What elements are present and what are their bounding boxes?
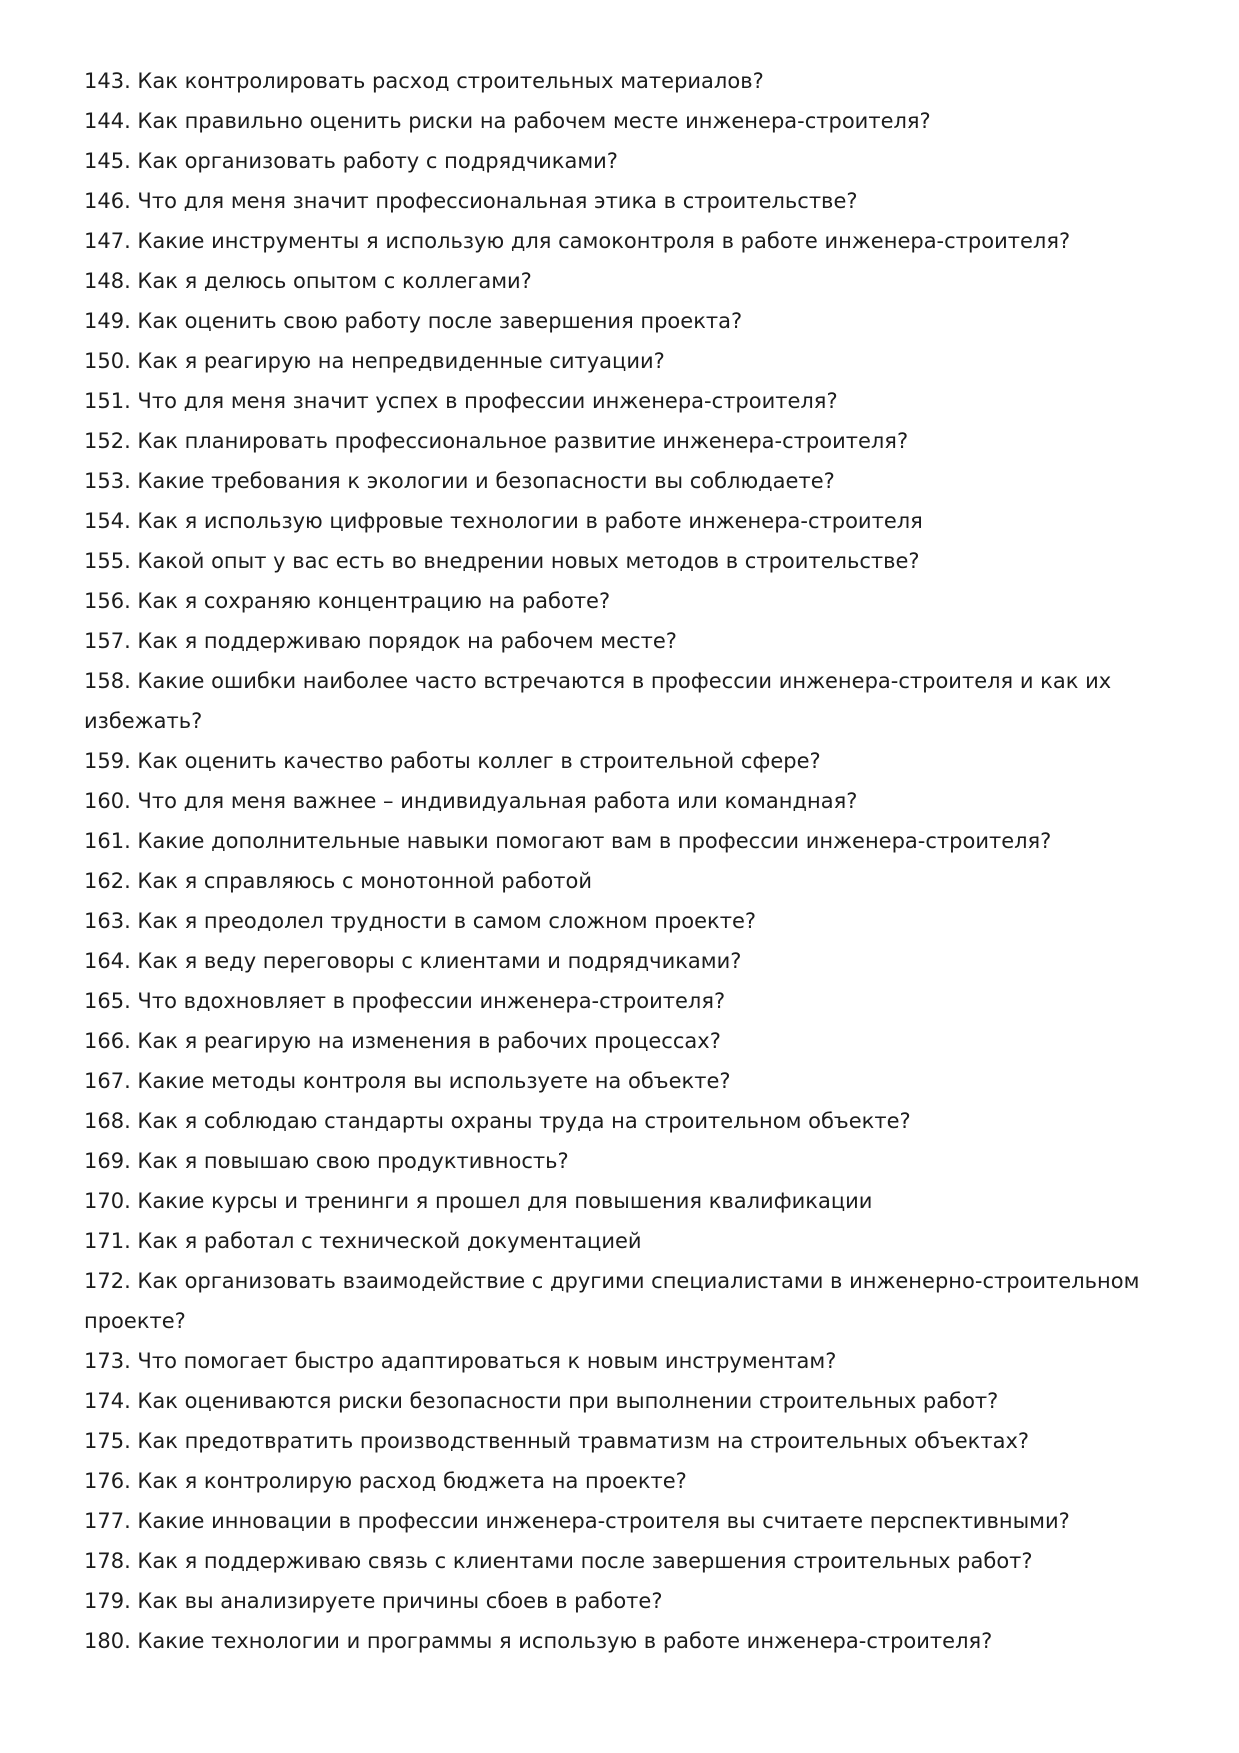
- list-item: 172. Как организовать взаимодействие с другими специалистами в инженерно-строительном проекте?: [84, 1269, 1140, 1333]
- list-item: 163. Как я преодолел трудности в самом сложном проекте?: [84, 909, 757, 933]
- list-item: 146. Что для меня значит профессиональная этика в строительстве?: [84, 189, 858, 213]
- list-item: 166. Как я реагирую на изменения в рабочих процессах?: [84, 1029, 721, 1053]
- list-item: 177. Какие инновации в профессии инженера-строителя вы считаете перспективными?: [84, 1509, 1070, 1533]
- list-item: 174. Как оцениваются риски безопасности при выполнении строительных работ?: [84, 1389, 999, 1413]
- list-item: 173. Что помогает быстро адаптироваться к новым инструментам?: [84, 1349, 837, 1373]
- list-item: 149. Как оценить свою работу после завершения проекта?: [84, 309, 743, 333]
- list-item: 175. Как предотвратить производственный травматизм на строительных объектах?: [84, 1429, 1030, 1453]
- list-item: 150. Как я реагирую на непредвиденные ситуации?: [84, 349, 665, 373]
- list-item: 156. Как я сохраняю концентрацию на работе?: [84, 589, 611, 613]
- list-item: 179. Как вы анализируете причины сбоев в работе?: [84, 1589, 663, 1613]
- list-item: 176. Как я контролирую расход бюджета на проекте?: [84, 1469, 687, 1493]
- list-item: 178. Как я поддерживаю связь с клиентами после завершения строительных работ?: [84, 1549, 1033, 1573]
- list-item: 155. Какой опыт у вас есть во внедрении новых методов в строительстве?: [84, 549, 920, 573]
- list-item: 164. Как я веду переговоры с клиентами и подрядчиками?: [84, 949, 742, 973]
- list-item: 154. Как я использую цифровые технологии в работе инженера-строителя: [84, 509, 923, 533]
- list-item: 148. Как я делюсь опытом с коллегами?: [84, 269, 532, 293]
- question-list: [84, 61, 1159, 1661]
- list-item: 152. Как планировать профессиональное развитие инженера-строителя?: [84, 429, 909, 453]
- list-item: 159. Как оценить качество работы коллег в строительной сфере?: [84, 749, 821, 773]
- list-item: 161. Какие дополнительные навыки помогают вам в профессии инженера-строителя?: [84, 829, 1052, 853]
- list-item: 158. Какие ошибки наиболее часто встречаются в профессии инженера-строителя и как их избежать?: [84, 669, 1112, 733]
- list-item: 143. Как контролировать расход строительных материалов?: [84, 69, 764, 93]
- list-item: 162. Как я справляюсь с монотонной работой: [84, 869, 592, 893]
- list-item: 165. Что вдохновляет в профессии инженера-строителя?: [84, 989, 726, 1013]
- list-item: 145. Как организовать работу с подрядчиками?: [84, 149, 618, 173]
- list-item: 151. Что для меня значит успех в профессии инженера-строителя?: [84, 389, 838, 413]
- list-item: 157. Как я поддерживаю порядок на рабочем месте?: [84, 629, 677, 653]
- list-item: 167. Какие методы контроля вы используете на объекте?: [84, 1069, 731, 1093]
- list-item: 144. Как правильно оценить риски на рабочем месте инженера-строителя?: [84, 109, 931, 133]
- list-item: 160. Что для меня важнее – индивидуальная работа или командная?: [84, 789, 858, 813]
- list-item: 180. Какие технологии и программы я использую в работе инженера-строителя?: [84, 1629, 993, 1653]
- list-item: 171. Как я работал с технической документацией: [84, 1229, 642, 1253]
- list-item: 169. Как я повышаю свою продуктивность?: [84, 1149, 569, 1173]
- list-item: 168. Как я соблюдаю стандарты охраны труда на строительном объекте?: [84, 1109, 911, 1133]
- list-item: 153. Какие требования к экологии и безопасности вы соблюдаете?: [84, 469, 835, 493]
- list-item: 170. Какие курсы и тренинги я прошел для повышения квалификации: [84, 1189, 873, 1213]
- list-item: 147. Какие инструменты я использую для самоконтроля в работе инженера-строителя?: [84, 229, 1071, 253]
